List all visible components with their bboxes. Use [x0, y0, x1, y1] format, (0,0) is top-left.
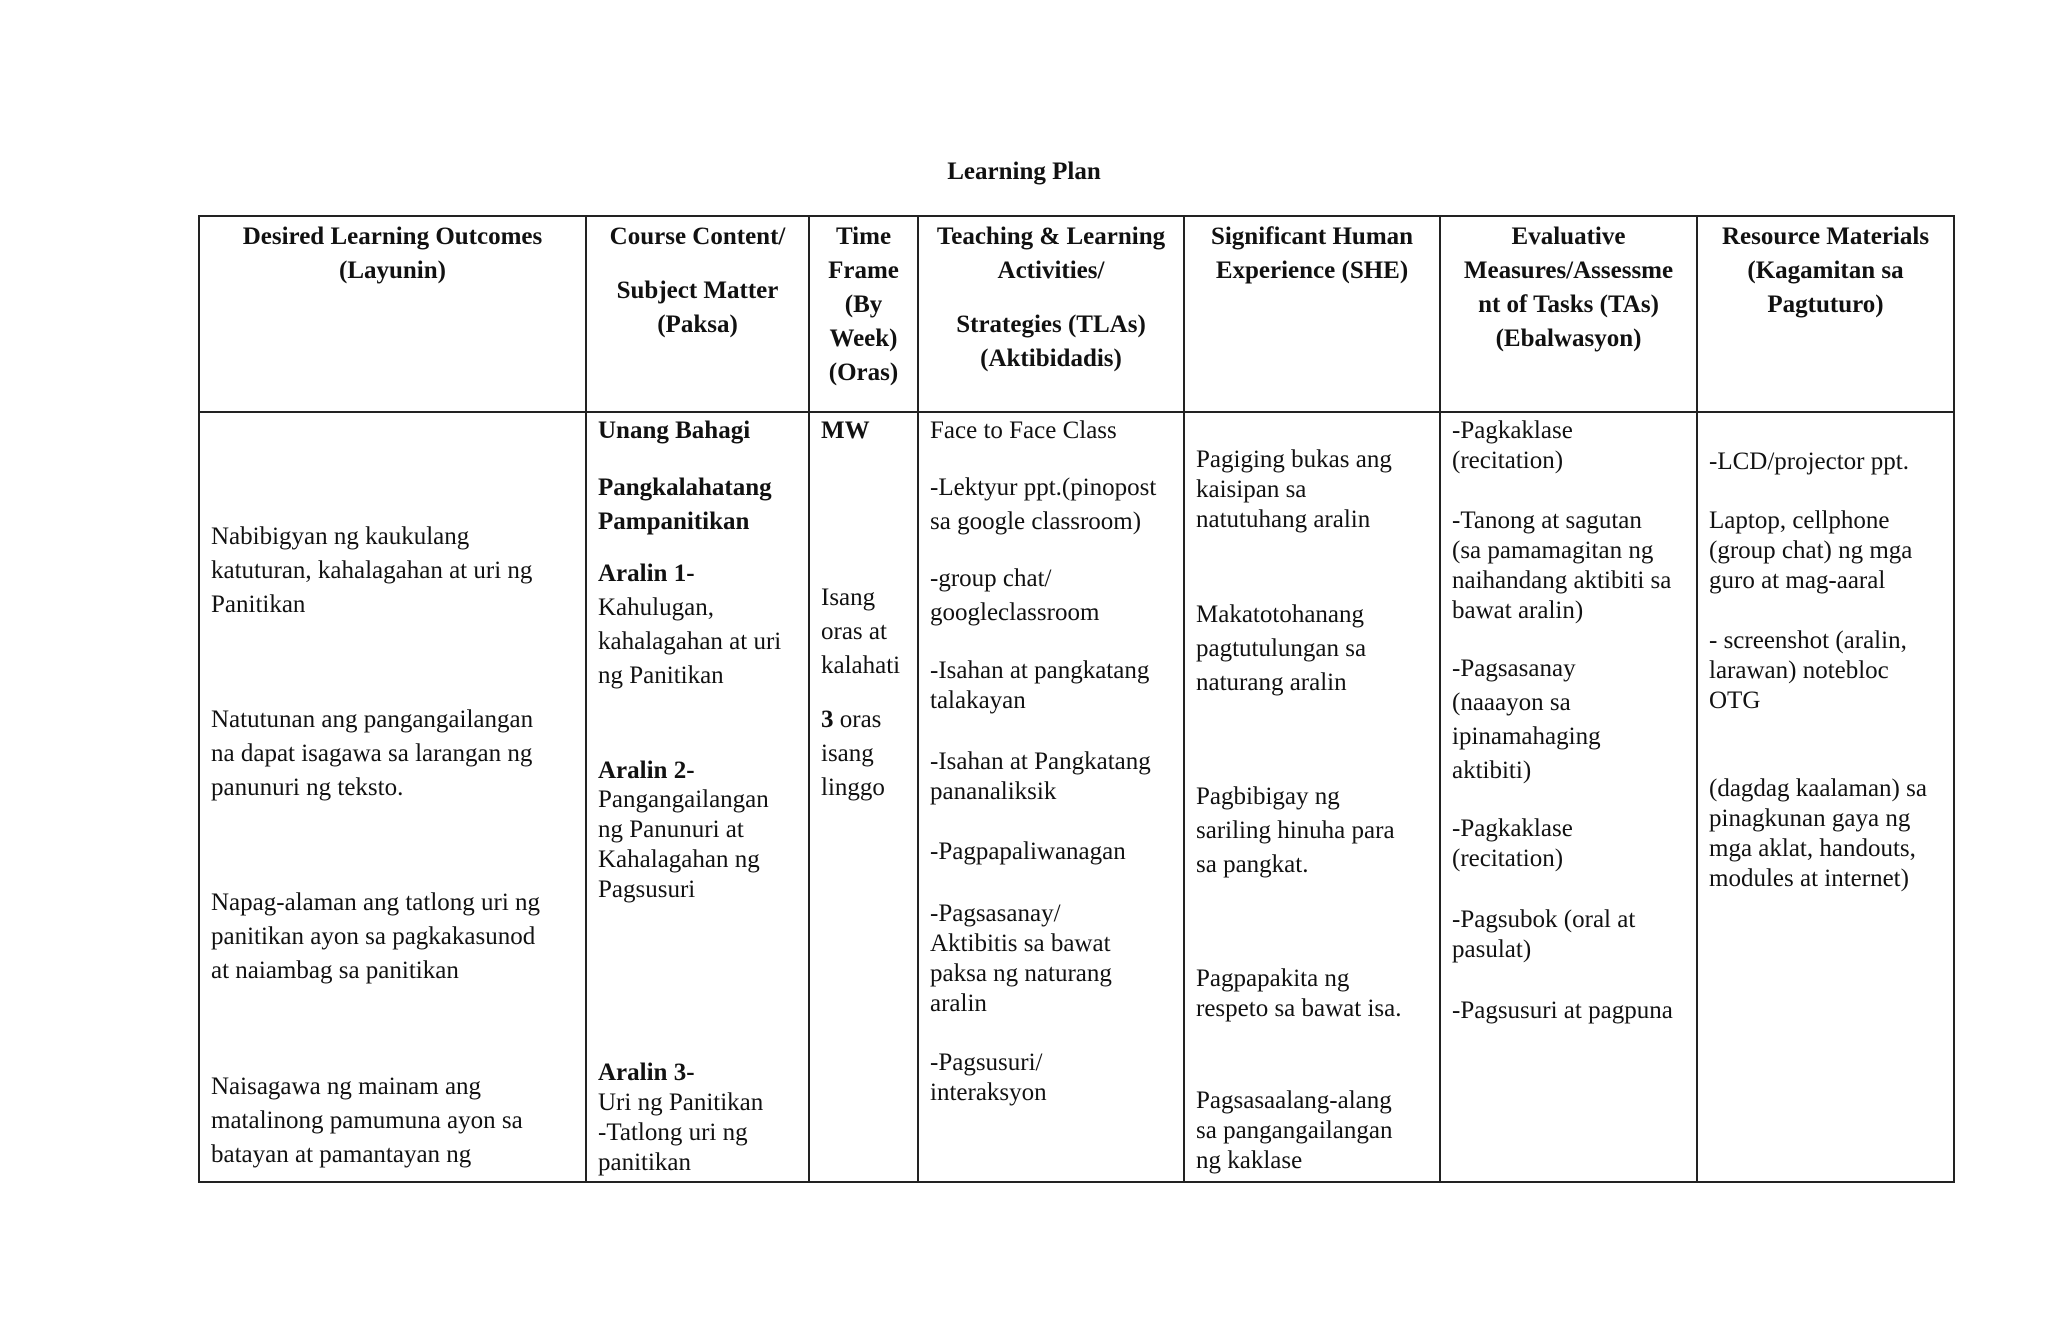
content-row [199, 412, 1954, 1182]
resource-item: (dagdag kaalaman) sa pinagkunan gaya ng mga aklat, handouts, modules at internet) [1709, 775, 1927, 892]
tla-item: -Pagsasanay/ Aktibitis sa bawat paksa ng naturang aralin [930, 900, 1112, 1017]
tla-item: -group chat/ googleclassroom [930, 565, 1100, 626]
header-line: Teaching & Learning [936, 223, 1166, 250]
lesson-body: Pangangailangan ng Panunuri at Kahalagahan ng Pagsusuri [598, 786, 769, 903]
outcome-item: Natutunan ang pangangailangan na dapat isagawa sa larangan ng panunuri ng teksto. [211, 706, 534, 801]
outcomes-cell [199, 412, 586, 1182]
schedule-days: MW [821, 417, 870, 444]
header-line: Activities/ [997, 257, 1105, 284]
lesson-body: Uri ng Panitikan -Tatlong uri ng panitikan [598, 1089, 764, 1176]
evaluation-item: -Tanong at sagutan (sa pamamagitan ng naihandang aktibiti sa bawat aralin) [1452, 507, 1672, 624]
resource-item: - screenshot (aralin, larawan) notebloc OTG [1709, 627, 1907, 714]
header-line: (Layunin) [339, 257, 446, 284]
header-line: Desired Learning Outcomes [242, 223, 543, 250]
header-line: nt of Tasks (TAs) [1478, 291, 1659, 318]
lesson-title: Aralin 1- [598, 560, 695, 587]
weekly-hours-text: oras isang linggo [821, 706, 885, 801]
tla-cell [918, 412, 1184, 1182]
header-outcomes [199, 216, 586, 412]
tla-item: -Isahan at Pangkatang pananaliksik [930, 748, 1151, 805]
tla-item: -Isahan at pangkatang talakayan [930, 657, 1150, 714]
header-she [1184, 216, 1440, 412]
header-line: Measures/Assessme [1463, 257, 1674, 284]
she-item: Pagbibigay ng sariling hinuha para sa pangkat. [1196, 783, 1395, 878]
header-line: Experience (SHE) [1215, 257, 1409, 284]
tla-item: Face to Face Class [930, 417, 1117, 444]
resource-item: Laptop, cellphone (group chat) ng mga guro at mag-aaral [1709, 507, 1913, 594]
header-line: Course Content/ [609, 223, 786, 250]
learning-plan-table [198, 215, 1955, 1183]
weekly-hours-number: 3 [821, 706, 834, 733]
time-frame-cell [809, 412, 918, 1182]
header-line: Frame [828, 257, 899, 284]
header-line: Evaluative [1511, 223, 1626, 250]
she-cell [1184, 412, 1440, 1182]
header-evaluation [1440, 216, 1697, 412]
lesson-title: Aralin 2- [598, 757, 695, 784]
header-line: Subject Matter [616, 277, 779, 304]
evaluation-item: -Pagsubok (oral at pasulat) [1452, 906, 1636, 963]
she-item: Makatotohanang pagtutulungan sa naturang aralin [1196, 601, 1367, 696]
evaluation-item: -Pagsusuri at pagpuna [1452, 997, 1673, 1024]
evaluation-item: -Pagkaklase (recitation) [1452, 815, 1573, 872]
lesson-body: Kahulugan, kahalagahan at uri ng Panitikan [598, 594, 782, 689]
page-title: Learning Plan [947, 158, 1101, 185]
header-line: (Kagamitan sa [1747, 257, 1904, 284]
lesson-title: Aralin 3- [598, 1059, 695, 1086]
evaluation-item: -Pagsasanay (naaayon sa ipinamahaging aktibiti) [1452, 655, 1601, 784]
resources-cell [1697, 412, 1954, 1182]
header-line: (Aktibidadis) [980, 345, 1122, 372]
tla-item: -Lektyur ppt.(pinopost sa google classroom) [930, 474, 1157, 535]
tla-item: -Pagpapaliwanagan [930, 838, 1126, 865]
evaluation-item: -Pagkaklase (recitation) [1452, 417, 1573, 474]
tla-item: -Pagsusuri/ interaksyon [930, 1049, 1047, 1106]
header-line: Pagtuturo) [1767, 291, 1884, 318]
header-line: Time [835, 223, 892, 250]
header-time-frame [809, 216, 918, 412]
section-heading: Pangkalahatang Pampanitikan [598, 474, 772, 535]
she-item: Pagpapakita ng respeto sa bawat isa. [1196, 965, 1402, 1022]
content-cell [586, 412, 809, 1182]
header-line: (Oras) [828, 359, 899, 386]
header-line: (Paksa) [657, 311, 738, 338]
header-content [586, 216, 809, 412]
header-row [199, 216, 1954, 412]
header-resources [1697, 216, 1954, 412]
part-label: Unang Bahagi [598, 417, 751, 444]
header-line: Week) [829, 325, 898, 352]
weekly-hours [821, 703, 911, 805]
outcome-item: Napag-alaman ang tatlong uri ng panitikan ayon sa pagkakasunod at naiambag sa panitikan [211, 889, 541, 984]
session-duration: Isang oras at kalahati [821, 584, 901, 679]
header-tla [918, 216, 1184, 412]
header-line: (Ebalwasyon) [1495, 325, 1642, 352]
outcome-item: Naisagawa ng mainam ang matalinong pamumuna ayon sa batayan at pamantayan ng [211, 1073, 523, 1168]
outcome-item: Nabibigyan ng kaukulang katuturan, kahalagahan at uri ng Panitikan [211, 523, 533, 618]
header-line: Strategies (TLAs) [956, 311, 1146, 338]
she-item: Pagiging bukas ang kaisipan sa natutuhang aralin [1196, 446, 1392, 533]
she-item: Pagsasaalang-alang sa pangangailangan ng kaklase [1196, 1087, 1393, 1174]
header-line: Resource Materials [1721, 223, 1930, 250]
header-line: (By [844, 291, 883, 318]
header-line: Significant Human [1210, 223, 1414, 250]
resource-item: -LCD/projector ppt. [1709, 448, 1909, 475]
evaluation-cell [1440, 412, 1697, 1182]
